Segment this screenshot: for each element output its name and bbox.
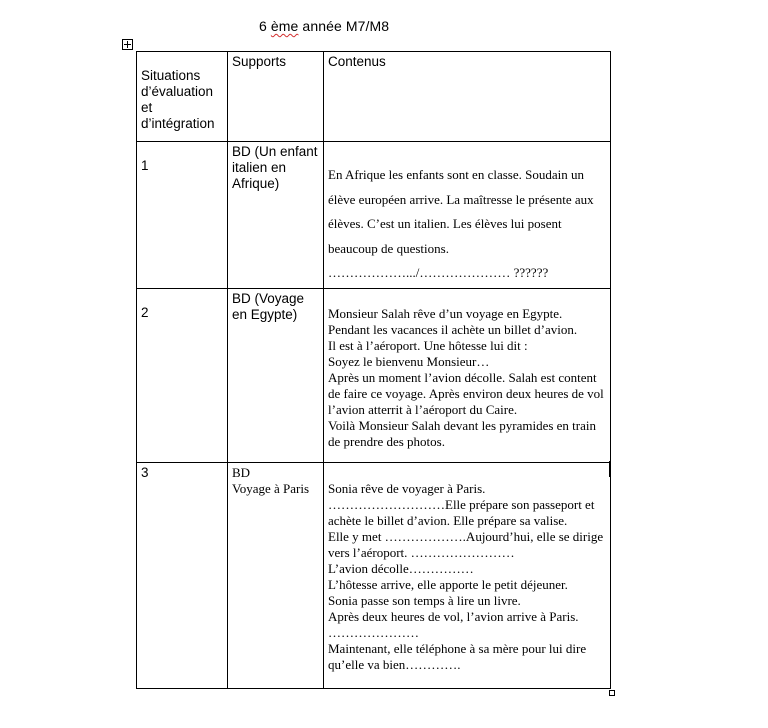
content-line: L’hôtesse arrive, elle apporte le petit déjeuner. — [328, 577, 568, 592]
row-support-line: BD — [232, 465, 251, 480]
content-line: Après un moment l’avion décolle. Salah est content de faire ce voyage. Après environ deux heures de vol l’avion atterrit à l’aéroport du Caire. — [328, 370, 604, 417]
row-2-number-cell[interactable] — [137, 289, 228, 463]
title-spellcheck-word: ème — [270, 18, 299, 34]
content-line: Monsieur Salah rêve d’un voyage en Egypte. — [328, 306, 563, 321]
row-1-support-cell[interactable] — [228, 142, 324, 289]
table-row — [137, 289, 611, 463]
row-3-support-cell[interactable] — [228, 463, 324, 689]
row-1-number-cell[interactable] — [137, 142, 228, 289]
text-cursor — [609, 461, 611, 477]
content-line: Sonia rêve de voyager à Paris. — [328, 481, 486, 496]
table-header-row — [137, 52, 611, 142]
content-line: L’avion décolle…………… — [328, 561, 474, 576]
table-resize-handle-icon[interactable] — [609, 690, 615, 696]
title-suffix: année M7/M8 — [298, 18, 390, 34]
header-situations: Situations d’évaluation et d’intégration — [141, 68, 215, 131]
row-3-content-cell[interactable] — [324, 463, 611, 689]
content-line: ……………….../………………… ?????? — [328, 265, 549, 280]
content-line: Il est à l’aéroport. Une hôtesse lui dit : — [328, 338, 528, 353]
table-row — [137, 142, 611, 289]
row-number: 2 — [141, 305, 149, 320]
row-3-number-cell[interactable] — [137, 463, 228, 689]
row-2-support-cell[interactable] — [228, 289, 324, 463]
content-line: Soyez le bienvenu Monsieur… — [328, 354, 490, 369]
content-line: Elle y met ……………….Aujourd’hui, elle se dirige vers l’aéroport. …………………… — [328, 529, 604, 560]
header-contenus: Contenus — [328, 54, 386, 69]
evaluation-table — [136, 51, 611, 689]
title-prefix: 6 — [259, 18, 271, 34]
row-support-line: Voyage à Paris — [232, 481, 310, 496]
row-1-content-cell[interactable] — [324, 142, 611, 289]
header-contenus-cell[interactable] — [324, 52, 611, 142]
content-line: Pendant les vacances il achète un billet d’avion. — [328, 322, 578, 337]
page-title — [259, 18, 389, 34]
row-support: BD (Un enfant italien en Afrique) — [232, 144, 318, 191]
content-line: Maintenant, elle téléphone à sa mère pour lui dire qu’elle va bien…………. — [328, 641, 587, 672]
content-line: Après deux heures de vol, l’avion arrive à Paris. ………………… — [328, 609, 579, 640]
header-supports: Supports — [232, 54, 287, 69]
row-number: 3 — [141, 465, 149, 480]
content-line: En Afrique les enfants sont en classe. Soudain un élève européen arrive. La maîtresse le présente aux élèves. C’est un italien. Les élèves lui posent beaucoup de questions. — [328, 167, 594, 256]
row-support: BD (Voyage en Egypte) — [232, 291, 305, 322]
row-2-content-cell[interactable] — [324, 289, 611, 463]
header-situations-cell[interactable] — [137, 52, 228, 142]
header-supports-cell[interactable] — [228, 52, 324, 142]
table-row — [137, 463, 611, 689]
row-number: 1 — [141, 158, 149, 173]
content-line: Sonia passe son temps à lire un livre. — [328, 593, 521, 608]
table-move-handle-icon[interactable] — [122, 39, 133, 50]
content-line: Voilà Monsieur Salah devant les pyramides en train de prendre des photos. — [328, 418, 597, 449]
content-line: ………………………Elle prépare son passeport et achète le billet d’avion. Elle prépare sa valise. — [328, 497, 595, 528]
